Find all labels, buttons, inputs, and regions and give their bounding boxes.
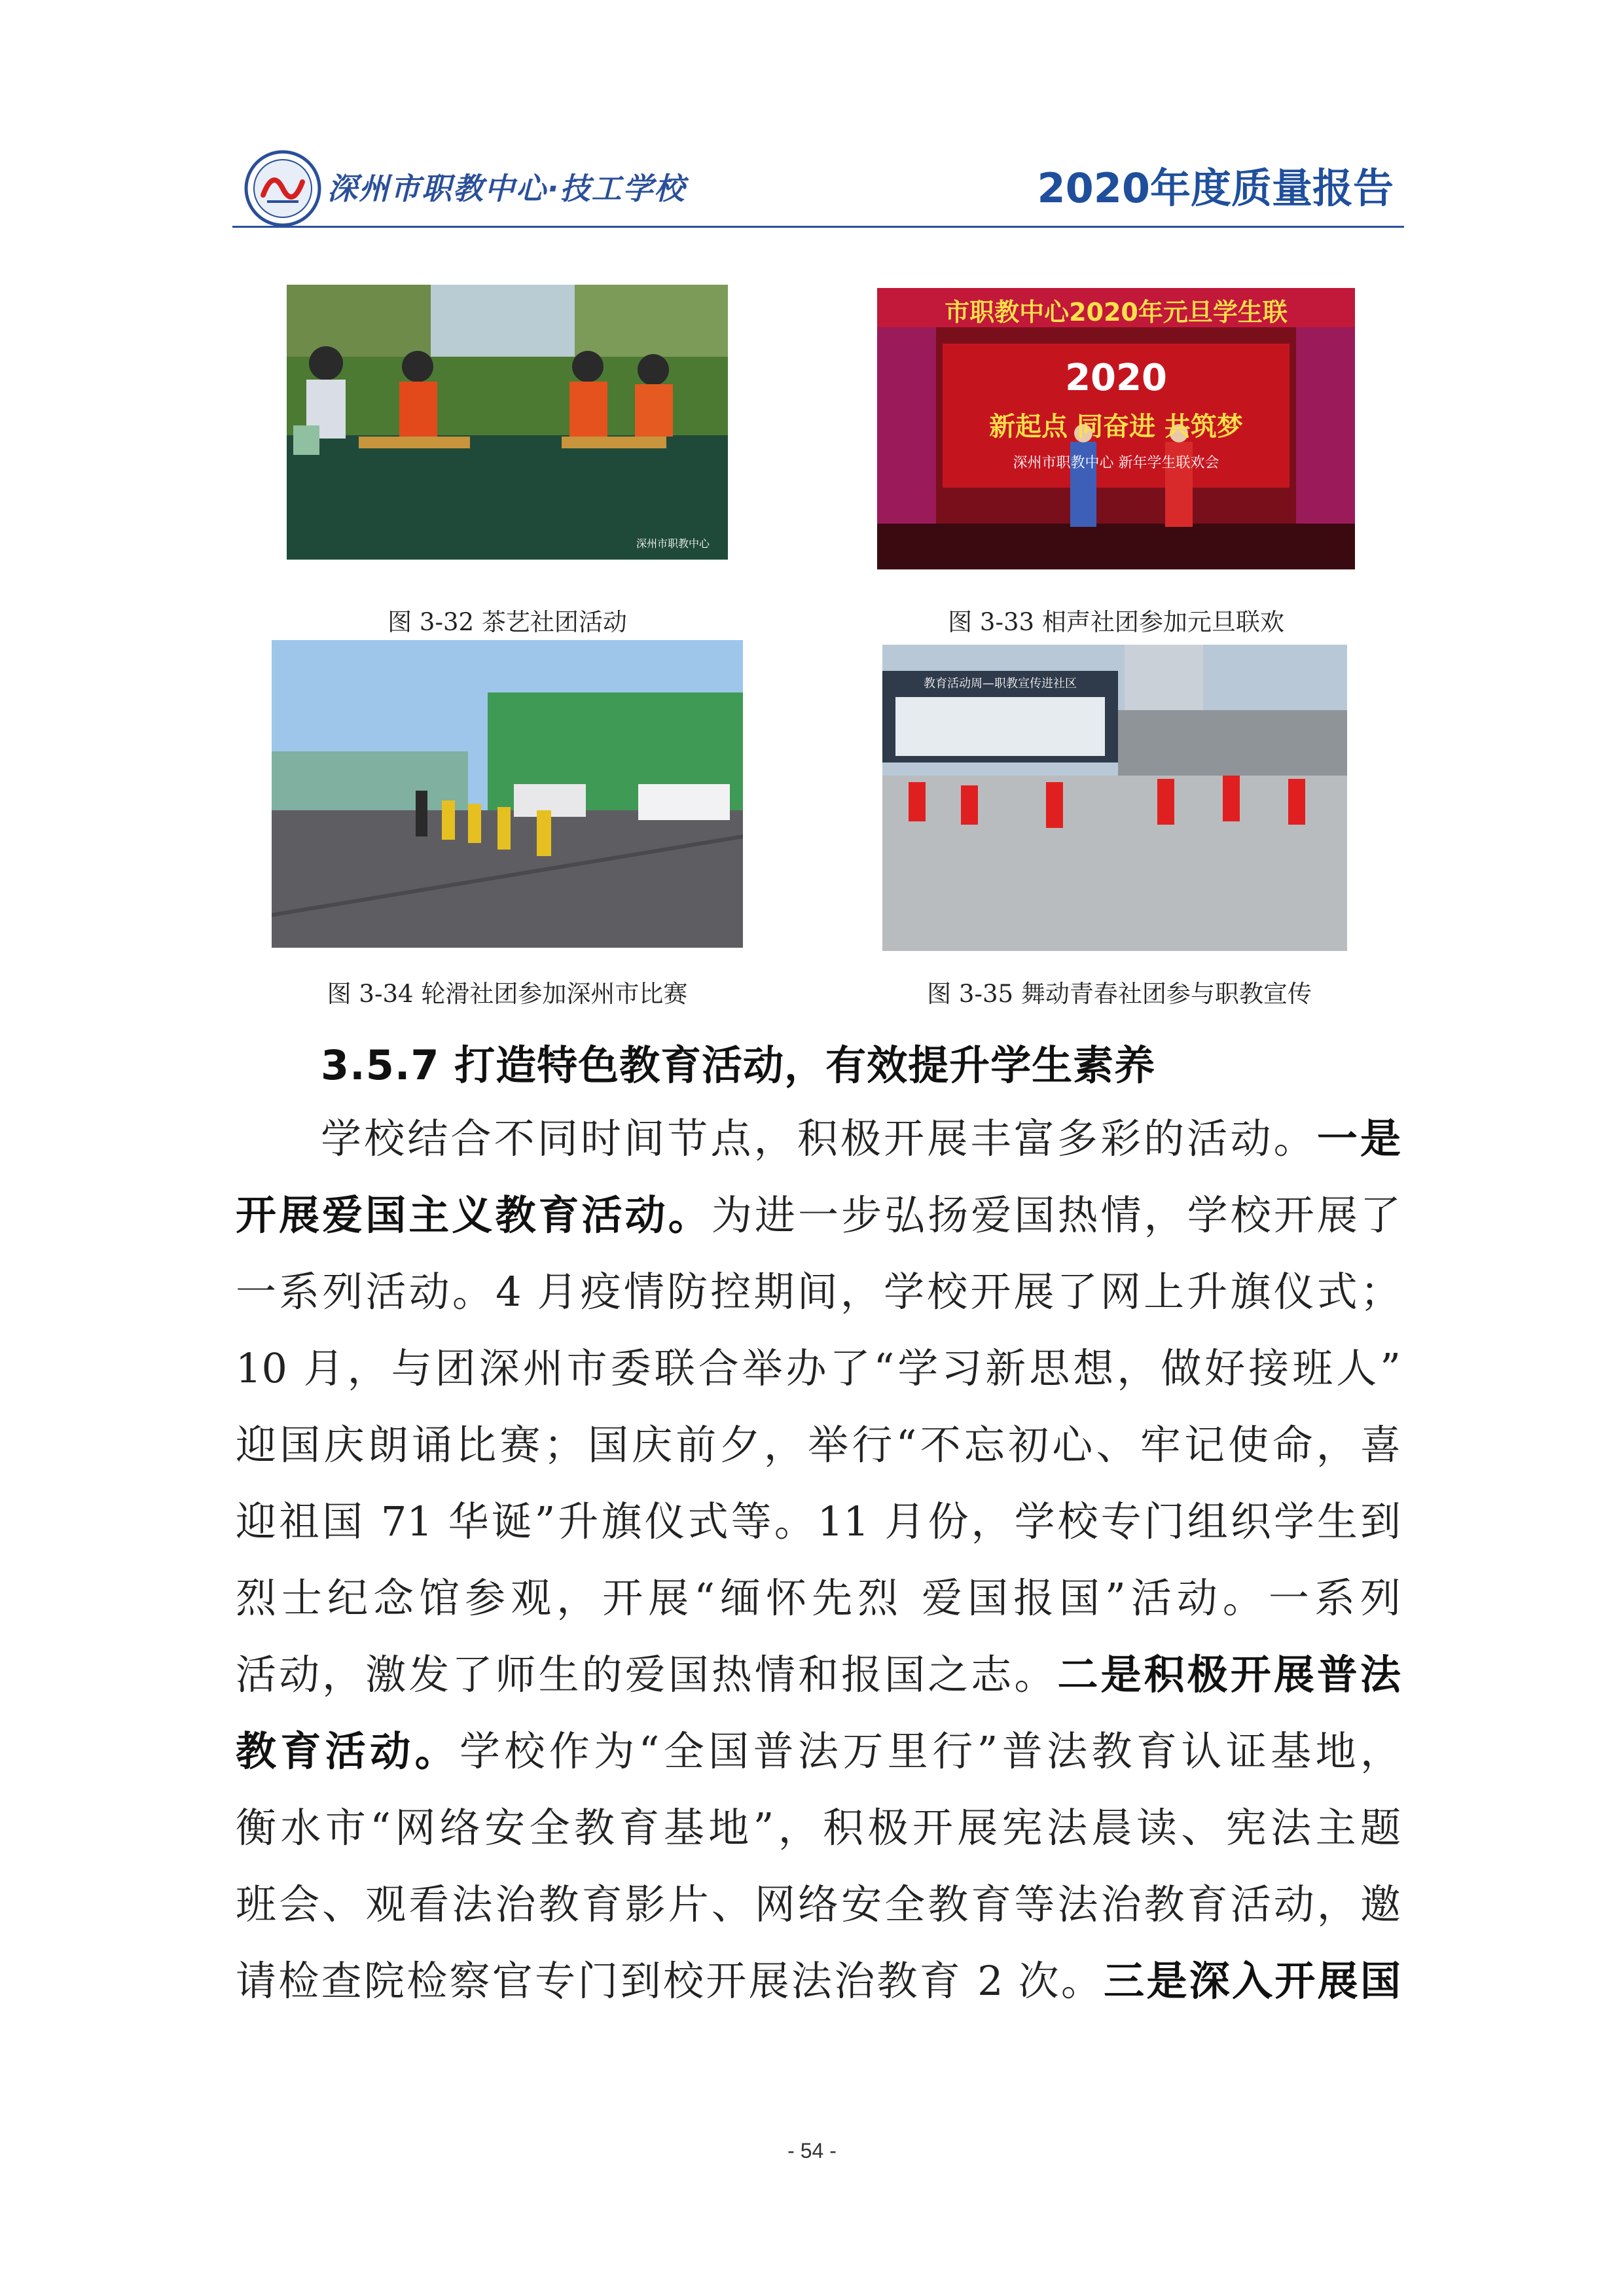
figure-caption: 图 3-32 茶艺社团活动 — [388, 608, 627, 636]
body-line — [236, 1948, 1401, 2007]
text-run: 迎国庆朗诵比赛；国庆前夕，举行“不忘初心、牢记使命，喜 — [236, 1421, 1401, 1469]
roller-skating-photo — [272, 640, 743, 948]
body-line — [236, 1872, 1401, 1930]
bold-text-run: 三是深入开展国 — [1104, 1957, 1401, 2005]
text-run: 班会、观看法治教育影片、网络安全教育等法治教育活动，邀 — [236, 1880, 1401, 1928]
bold-text-run: 二是积极开展普法 — [1057, 1651, 1401, 1698]
text-run: 迎祖国 71 华诞”升旗仪式等。11 月份，学校专门组织学生到 — [236, 1498, 1401, 1545]
tea-art-photo — [287, 285, 728, 560]
text-run: 活动，激发了师生的爱国热情和报国之志。 — [236, 1651, 1058, 1698]
text-run: 烈士纪念馆参观，开展“缅怀先烈 爱国报国”活动。一系列 — [236, 1574, 1401, 1622]
figure-caption: 图 3-34 轮滑社团参加深州市比赛 — [327, 980, 688, 1008]
text-run: 衡水市“网络安全教育基地”，积极开展宪法晨读、宪法主题 — [236, 1804, 1401, 1852]
banner-top-text: 市职教中心2020年元旦学生联 — [945, 298, 1288, 327]
text-run: 一系列活动。4 月疫情防控期间，学校开展了网上升旗仪式； — [236, 1268, 1401, 1316]
body-line — [321, 1106, 1401, 1164]
figure-caption: 图 3-35 舞动青春社团参与职教宣传 — [927, 980, 1312, 1008]
section-heading: 3.5.7 打造特色教育活动，有效提升学生素养 — [321, 1041, 1156, 1089]
banner-year: 2020 — [1065, 357, 1167, 399]
body-line — [236, 1642, 1401, 1700]
photo-watermark: 深州市职教中心 — [636, 537, 710, 550]
school-logo — [244, 149, 322, 228]
text-run: 请检查院检察官专门到校开展法治教育 2 次。 — [236, 1957, 1104, 2005]
bold-text-run: 教育活动。 — [236, 1727, 460, 1775]
header-divider — [232, 226, 1404, 228]
body-line — [236, 1183, 1401, 1241]
body-line — [236, 1412, 1401, 1471]
report-title: 2020年度质量报告 — [1037, 164, 1394, 212]
text-run: 为进一步弘扬爱国热情，学校开展了 — [711, 1191, 1401, 1239]
bold-text-run: 开展爱国主义教育活动。 — [236, 1191, 712, 1239]
body-line — [236, 1795, 1401, 1854]
body-line — [236, 1259, 1401, 1318]
body-line — [236, 1566, 1401, 1624]
page-number: - 54 - — [787, 2139, 837, 2162]
event-sign-text: 教育活动周—职教宣传进社区 — [924, 677, 1077, 691]
crosstalk-stage-photo — [877, 288, 1355, 569]
figure-caption: 图 3-33 相声社团参加元旦联欢 — [948, 608, 1284, 636]
text-run: 10 月，与团深州市委联合举办了“学习新思想，做好接班人” — [236, 1344, 1401, 1392]
text-run: 学校结合不同时间节点，积极开展丰富多彩的活动。 — [321, 1115, 1317, 1162]
dance-performance-photo — [882, 645, 1347, 951]
banner-subtitle: 深州市职教中心 新年学生联欢会 — [1013, 455, 1219, 471]
body-line — [236, 1719, 1401, 1777]
body-line — [236, 1336, 1401, 1394]
text-run: 学校作为“全国普法万里行”普法教育认证基地， — [460, 1727, 1401, 1775]
body-line — [236, 1489, 1401, 1547]
banner-slogan: 新起点 同奋进 共筑梦 — [989, 412, 1243, 442]
school-name: 深州市职教中心·技工学校 — [327, 171, 686, 206]
bold-text-run: 一是 — [1316, 1115, 1401, 1162]
